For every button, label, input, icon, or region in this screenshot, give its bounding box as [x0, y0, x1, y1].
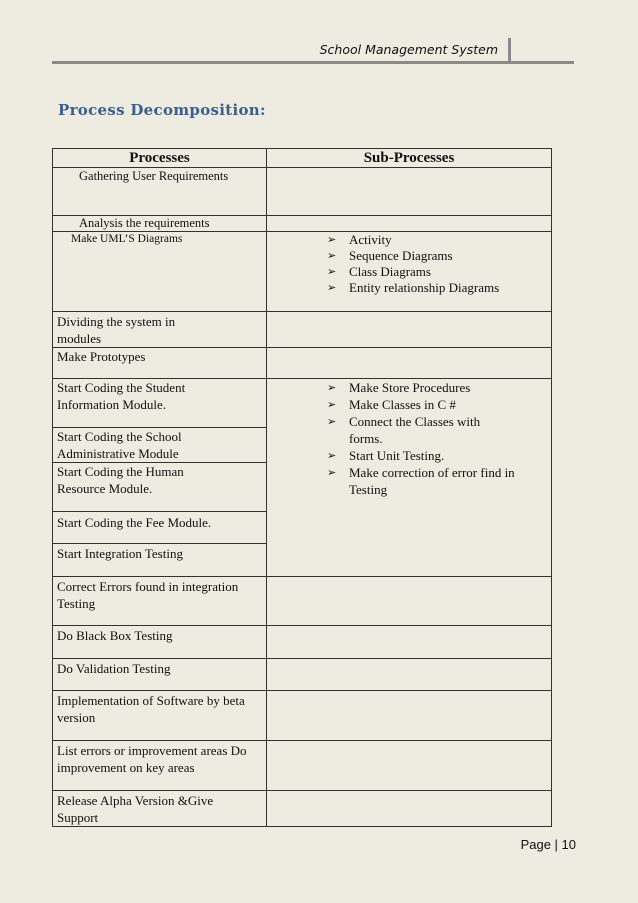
header-vertical-bar	[508, 38, 511, 62]
process-cell	[53, 741, 267, 791]
subprocess-cell	[267, 312, 552, 348]
subprocess-cell	[267, 232, 552, 312]
list-item: ➢ Make correction of error find in Testing	[327, 464, 529, 498]
table-header-row	[53, 149, 552, 168]
header-rule	[52, 61, 574, 64]
table-row	[53, 659, 552, 691]
table-row	[53, 577, 552, 626]
page-number: Page | 10	[520, 837, 576, 852]
process-text: Start Coding the Fee Module.	[57, 515, 212, 530]
process-text: Start Coding the Student Information Module.	[57, 380, 186, 412]
table-row	[53, 348, 552, 379]
subprocess-list	[267, 379, 551, 498]
process-text: Dividing the system in modules	[57, 314, 176, 346]
process-text: Start Coding the Human Resource Module.	[57, 464, 184, 496]
process-text: Correct Errors found in integration Testing	[57, 579, 239, 611]
list-item: ➢ Entity relationship Diagrams	[327, 280, 551, 296]
table-row	[53, 232, 552, 312]
process-cell	[53, 659, 267, 691]
subprocess-cell	[267, 626, 552, 659]
table-row	[53, 312, 552, 348]
process-cell	[53, 216, 267, 232]
subprocess-cell	[267, 791, 552, 827]
section-title: Process Decomposition:	[58, 101, 266, 119]
list-item: ➢ Make Store Procedures	[327, 379, 531, 396]
process-cell	[53, 379, 267, 428]
table-row	[53, 691, 552, 741]
process-cell	[53, 512, 267, 544]
list-item: ➢ Class Diagrams	[327, 264, 551, 280]
process-text: Make Prototypes	[57, 349, 146, 364]
table-row	[53, 741, 552, 791]
subprocess-cell	[267, 741, 552, 791]
process-text: Do Black Box Testing	[57, 628, 173, 643]
page-header-title: School Management System	[319, 42, 498, 57]
table-row	[53, 216, 552, 232]
column-header-subprocesses: Sub-Processes	[267, 149, 552, 168]
process-cell	[53, 577, 267, 626]
subprocess-cell	[267, 168, 552, 216]
process-cell	[53, 791, 267, 827]
subprocess-cell	[267, 659, 552, 691]
process-cell	[53, 544, 267, 577]
process-text: Analysis the requirements	[79, 216, 210, 230]
table-row	[53, 626, 552, 659]
subprocess-cell	[267, 691, 552, 741]
process-text: List errors or improvement areas Do improvement on key areas	[57, 743, 247, 775]
subprocess-list	[267, 232, 551, 296]
process-text: Gathering User Requirements	[79, 169, 229, 183]
list-item: ➢ Connect the Classes with forms.	[327, 413, 509, 447]
table-row	[53, 791, 552, 827]
list-item: ➢ Activity	[327, 232, 551, 248]
process-text: Make UML’S Diagrams	[71, 233, 183, 245]
list-item: ➢ Sequence Diagrams	[327, 248, 551, 264]
list-item: ➢ Make Classes in C #	[327, 396, 531, 413]
process-text: Start Integration Testing	[57, 546, 183, 561]
column-header-processes: Processes	[53, 149, 267, 168]
subprocess-cell	[267, 379, 552, 577]
process-cell	[53, 428, 267, 463]
table-row	[53, 379, 552, 428]
subprocess-cell	[267, 577, 552, 626]
process-table	[52, 148, 552, 827]
process-cell	[53, 348, 267, 379]
process-cell	[53, 168, 267, 216]
process-text: Start Coding the School Administrative Module	[57, 429, 182, 461]
process-text: Implementation of Software by beta version	[57, 693, 245, 725]
process-cell	[53, 232, 267, 312]
process-text: Do Validation Testing	[57, 661, 171, 676]
table-row	[53, 168, 552, 216]
subprocess-cell	[267, 348, 552, 379]
process-cell	[53, 691, 267, 741]
list-item: ➢ Start Unit Testing.	[327, 447, 531, 464]
process-cell	[53, 626, 267, 659]
subprocess-cell	[267, 216, 552, 232]
process-text: Release Alpha Version &Give Support	[57, 793, 214, 825]
process-cell	[53, 312, 267, 348]
process-cell	[53, 463, 267, 512]
